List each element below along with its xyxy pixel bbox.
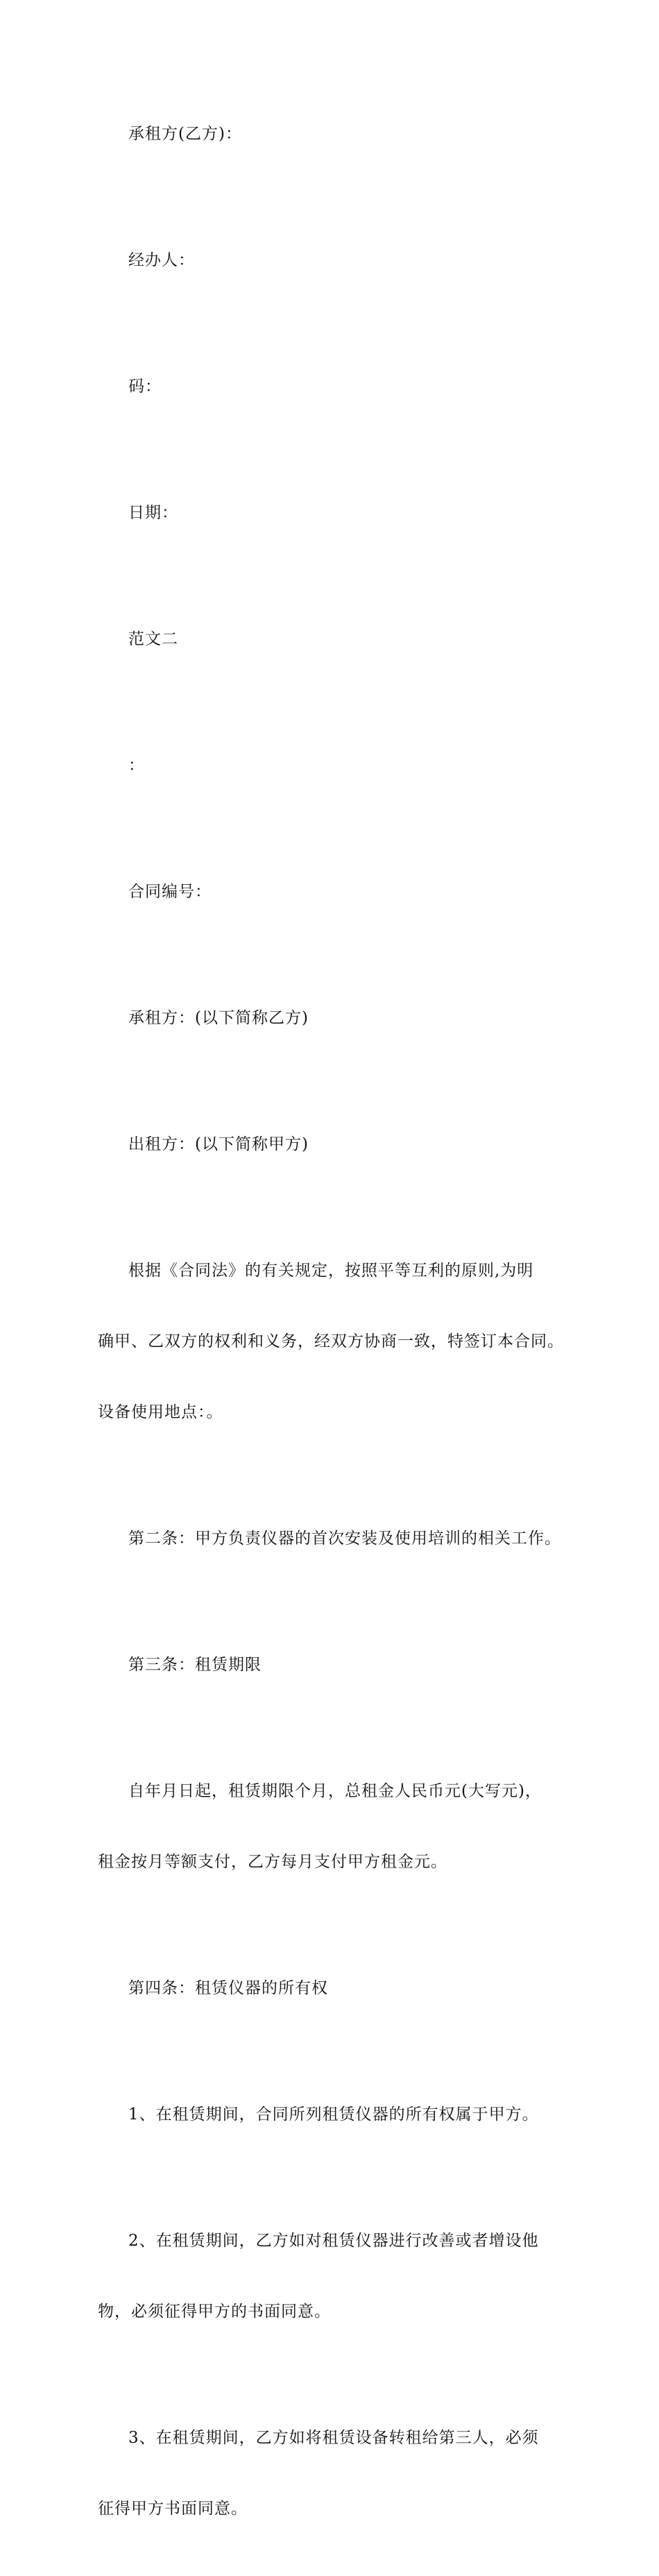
clause-two <box>98 2182 573 2371</box>
text-line: 第三条：租赁期限 <box>128 1656 262 1674</box>
text-line: 根据《合同法》的有关规定，按照平等互利的原则,为明 <box>128 1262 534 1280</box>
document-body <box>98 75 573 2576</box>
text-line: 第四条：租赁仪器的所有权 <box>128 1979 328 1997</box>
lessor-party <box>98 1085 573 1203</box>
article-two <box>98 1480 573 1598</box>
contract-number-label <box>98 833 573 951</box>
text-line: 经办人： <box>128 251 195 269</box>
text-line: ： <box>128 756 145 774</box>
date-label <box>98 454 573 572</box>
agent-label <box>98 201 573 319</box>
article-three-heading <box>98 1606 573 1724</box>
text-line: 设备使用地点：。 <box>98 1403 223 1421</box>
clause-three <box>98 2379 573 2568</box>
lessee-party <box>98 959 573 1077</box>
text-line: 出租方：(以下简称甲方) <box>128 1135 309 1153</box>
text-line: 日期： <box>128 504 178 522</box>
text-line: 范文二 <box>128 630 178 648</box>
clause-one <box>98 2056 573 2174</box>
code-label <box>98 328 573 446</box>
text-line: 物，必须征得甲方的书面同意。 <box>98 2303 331 2321</box>
lessee-label <box>98 75 573 193</box>
lease-term-paragraph <box>98 1732 573 1921</box>
sample-heading <box>98 580 573 698</box>
preamble-paragraph <box>98 1212 573 1471</box>
text-line: 征得甲方书面同意。 <box>98 2500 248 2518</box>
text-line: 承租方(乙方)： <box>128 125 242 143</box>
text-line: 1、在租赁期间，合同所列租赁仪器的所有权属于甲方。 <box>128 2105 539 2124</box>
text-line: 确甲、乙双方的权利和义务，经双方协商一致，特签订本合同。 <box>98 1332 564 1350</box>
colon-line <box>98 706 573 824</box>
text-line: 租金按月等额支付，乙方每月支付甲方租金元。 <box>98 1853 447 1871</box>
article-four-heading <box>98 1929 573 2047</box>
text-line: 承租方：(以下简称乙方) <box>128 1009 309 1027</box>
text-line: 第二条：甲方负责仪器的首次安装及使用培训的相关工作。 <box>128 1530 561 1548</box>
text-line: 3、在租赁期间，乙方如将租赁设备转租给第三人，必须 <box>128 2429 539 2447</box>
text-line: 2、在租赁期间，乙方如对租赁仪器进行改善或者增设他 <box>128 2232 539 2250</box>
text-line: 自年月日起，租赁期限个月，总租金人民币元(大写元)， <box>128 1782 542 1800</box>
text-line: 合同编号： <box>128 883 212 901</box>
text-line: 码： <box>128 378 162 396</box>
